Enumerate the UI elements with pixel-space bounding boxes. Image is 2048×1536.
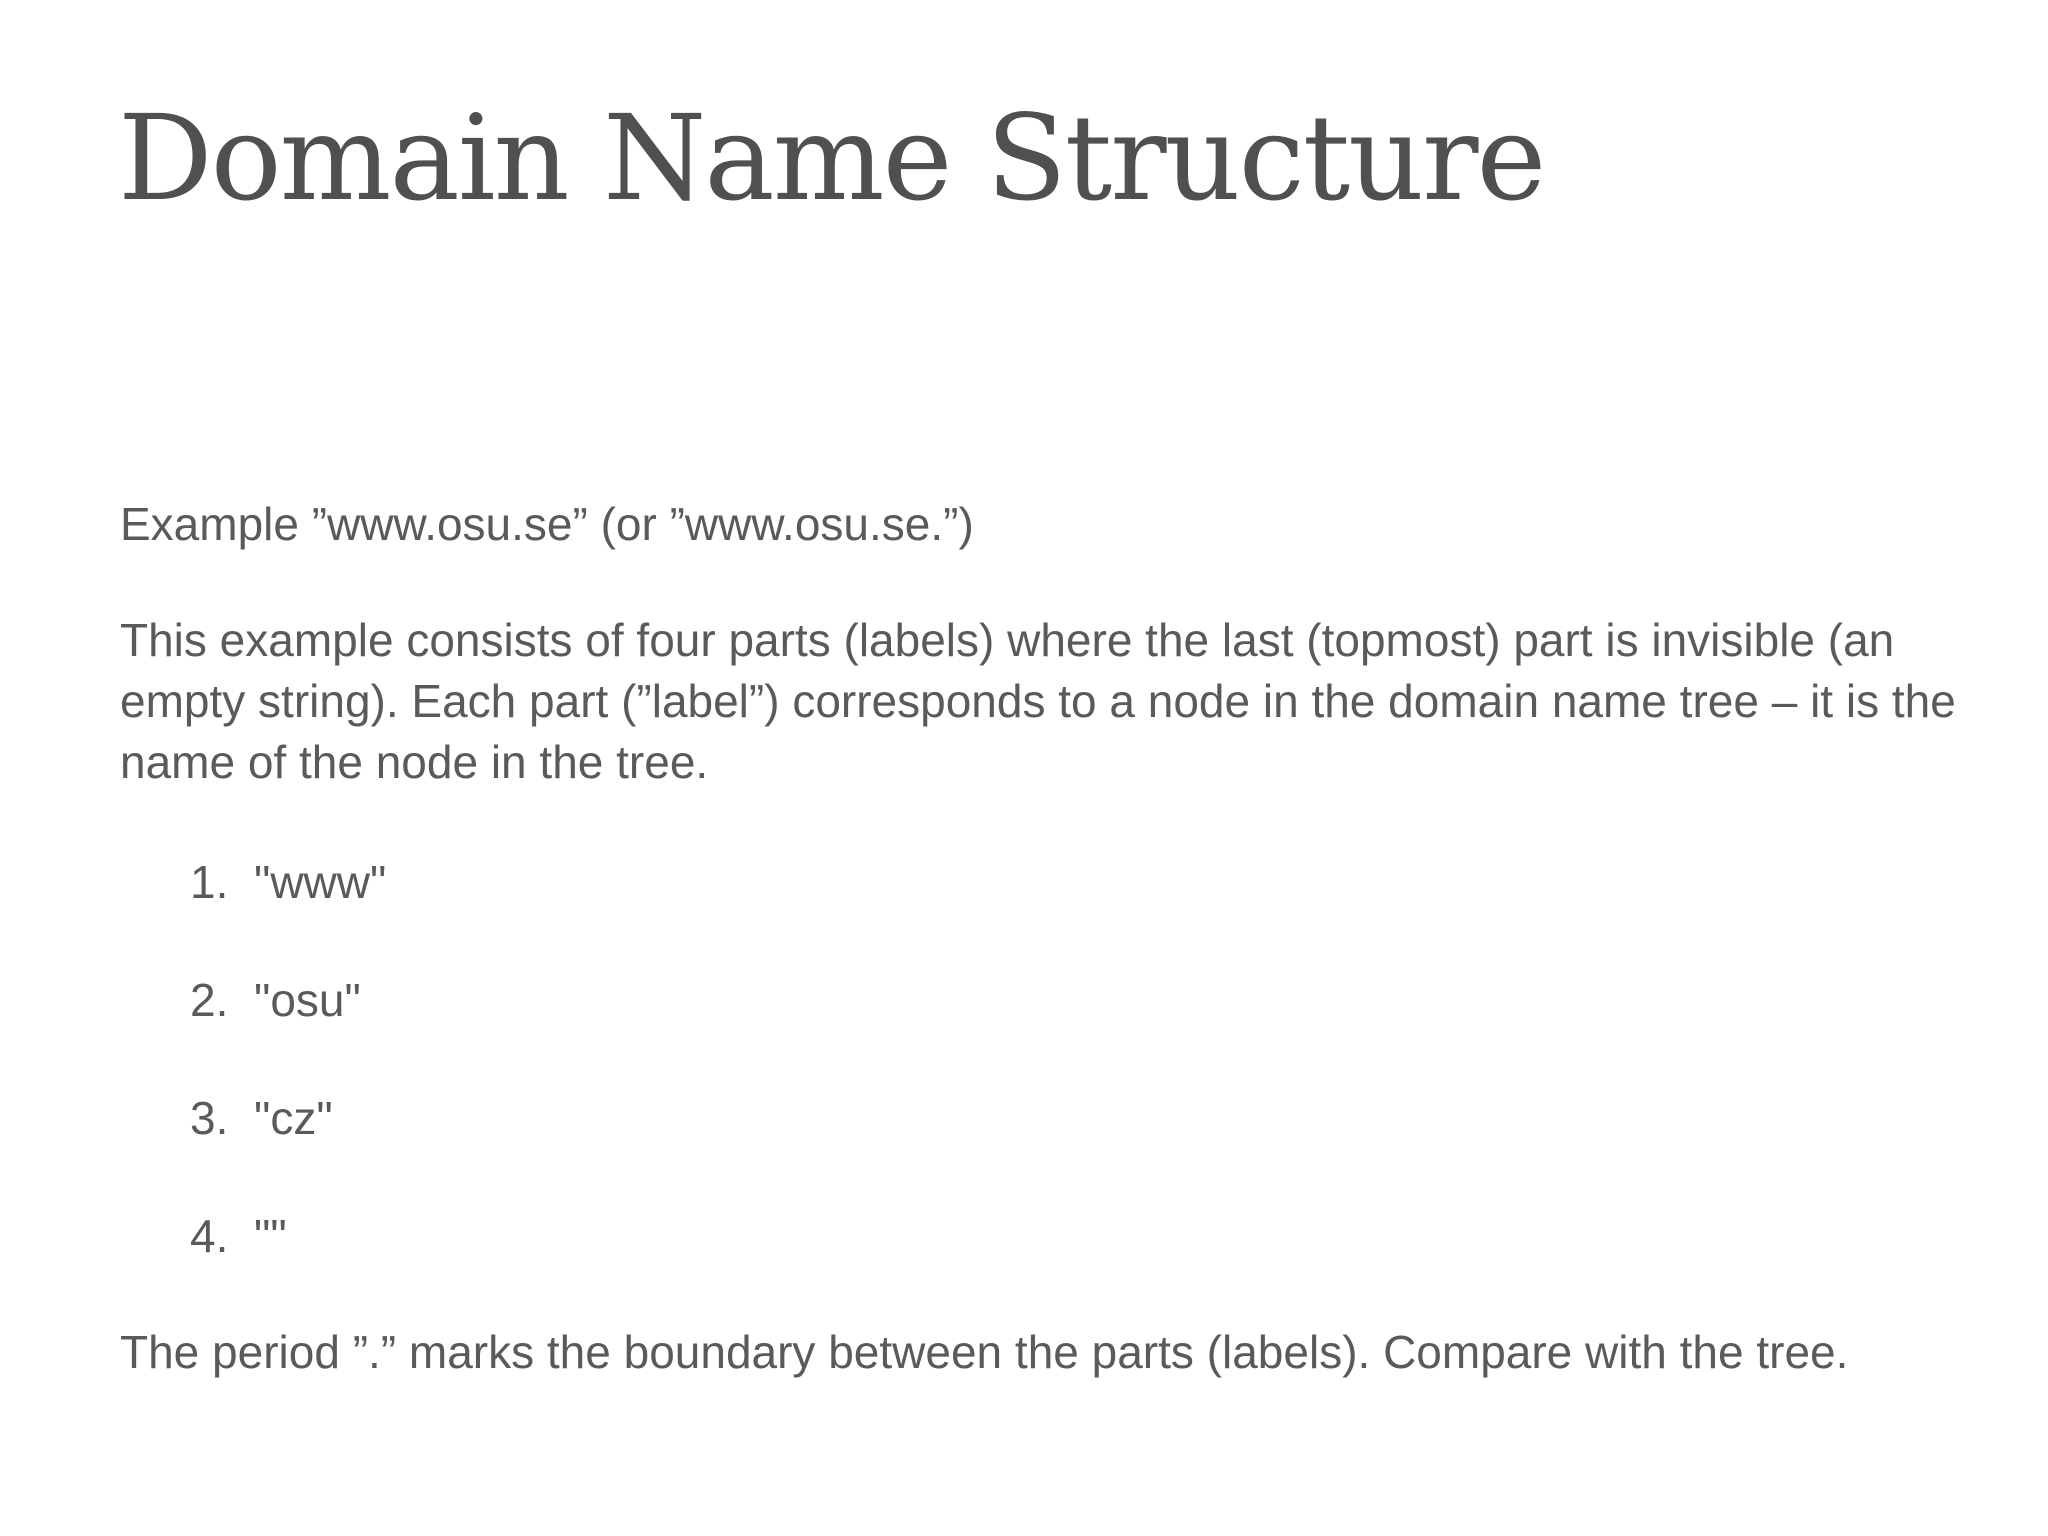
slide-title: Domain Name Structure — [118, 89, 1545, 227]
example-text: Example ”www.osu.se” (or ”www.osu.se.”) — [120, 498, 974, 550]
list-item — [190, 970, 386, 1088]
list-item-number: 1. — [190, 856, 229, 908]
parts-list — [190, 852, 386, 1324]
list-item-number: 4. — [190, 1210, 229, 1262]
list-item-text: "www" — [254, 856, 387, 908]
list-item — [190, 1088, 386, 1206]
period-note: The period ”.” marks the boundary between the parts (labels). Compare with the tree. — [120, 1326, 1849, 1378]
list-item-text: "cz" — [254, 1092, 333, 1144]
description-paragraph: This example consists of four parts (labels) where the last (topmost) part is invisible (an empty string). Each part (”label”) corresponds to a node in the domain name tree – it is the name of the node in the tree. — [120, 614, 1956, 788]
list-item — [190, 1206, 386, 1324]
list-item-number: 3. — [190, 1092, 229, 1144]
list-item-text: "" — [254, 1210, 287, 1262]
list-item-text: "osu" — [254, 974, 361, 1026]
list-item-number: 2. — [190, 974, 229, 1026]
list-item — [190, 852, 386, 970]
